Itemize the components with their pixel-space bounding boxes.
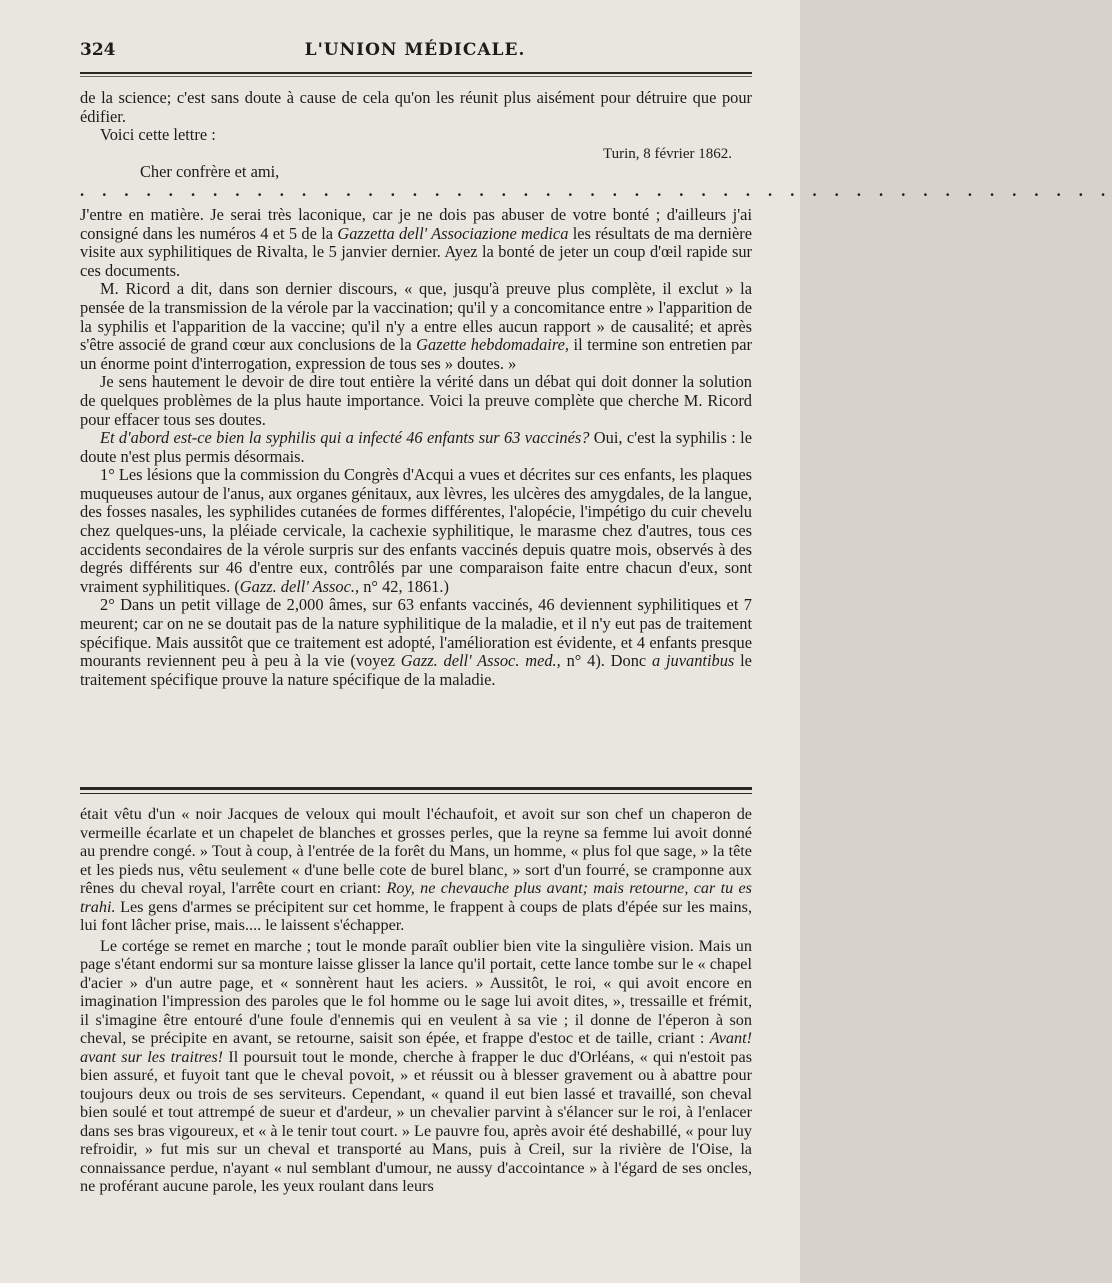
header-rule: [80, 72, 752, 74]
quoted-speech: Avant! avant sur les traitres!: [80, 1029, 753, 1066]
paragraph-text: Les gens d'armes se précipitent sur cet homme, le frappent à coups de plats d'épée sur les mains, lui font lâcher prise, mais.... le laissent s'échapper.: [80, 897, 752, 934]
citation: Gazz. dell' Assoc.,: [239, 576, 360, 596]
paragraph: [80, 466, 752, 596]
paragraph: [80, 805, 752, 935]
question-text: Et d'abord est-ce bien la syphilis qui a infecté 46 enfants sur 63 vaccinés?: [100, 428, 590, 448]
journal-title: Gazette hebdomadaire,: [416, 335, 569, 355]
paragraph-text: Il poursuit tout le monde, cherche à frapper le duc d'Orléans, « qui n'estoit pas bien assuré, et fuyoit tant que le cheval povoit, » et réussit ou à blesser gravement ou à abattre pour toujours deux ou trois de ses serviteurs. Cependant, « quand il eut bien lassé et travaillé, son cheval bien soulé et tout attrempé de sueur et d'ardeur, » un chevalier parvint à s'élancer sur le roi, à l'enlacer dans ses bras vigoureux, et « à le tenir tout court. » Le pauvre fou, après avoir été deshabillé, « pour luy refroidir, » fut mis sur un cheval et transporté au Mans, puis à Creil, sur la rivière de l'Oise, la connaissance perdue, n'ayant « nul semblant d'umour, ne aussy d'accointance » à l'égard de ses oncles, ne proférant aucune parole, les yeux roulant dans leurs: [80, 1047, 752, 1195]
page-number: 324: [80, 40, 116, 60]
paragraph-text: Le cortége se remet en marche ; tout le monde paraît oublier bien vite la singulière vision. Mais un page s'étant endormi sur sa monture laisse glisser la lance qu'il portait, cette lance tombe sur le « chapel d'acier » d'un autre page, et « sonnèrent haut les aciers. » Aussitôt, le roi, « qui avoit encore en imagination l'impression des paroles que le fol homme ou le sage lui avoit dites, », tressaille et frémit, il s'imagine être entouré d'une foule d'ennemis qui en veulent à sa vie ; il donne de l'éperon à son cheval, se précipite en avant, se retourne, saisit son épée, et frappe d'estoc et de taille, criant :: [80, 936, 752, 1047]
paragraph: [80, 429, 752, 466]
paragraph-text: n° 42, 1861.): [363, 576, 449, 596]
paragraph: de la science; c'est sans doute à cause de cela qu'on les réunit plus aisément pour détruire que pour édifier.: [80, 88, 752, 126]
quoted-speech: Roy, ne chevauche plus avant; mais retourne, car tu es trahi.: [80, 879, 752, 916]
letter-date: Turin, 8 février 1862.: [602, 145, 732, 162]
paragraph-text: 1° Les lésions que la commission du Congrès d'Acqui a vues et décrites sur ces enfants, les plaques muqueuses autour de l'anus, aux organes génitaux, aux lèvres, les ulcères des amygdales, de la langue, des fosses nasales, les syphilides cutanées de formes différentes, l'alopécie, l'impétigo du cuir chevelu chez quelques-uns, la pléiade cervicale, la cachexie syphilitique, le marasme chez d'autres, tous ces accidents secondaires de la vérole surpris sur des enfants vaccinés depuis quatre mois, observés à des degrés différents sur 46 d'entre eux, contrôlés par une comparaison faite entre chacun d'eux, sont vraiment syphilitiques. (: [80, 465, 752, 596]
paragraph-text: Oui, c'est la syphilis : le doute n'est plus permis désormais.: [80, 428, 752, 466]
paragraph: [80, 280, 752, 373]
paragraph-text: le traitement spécifique prouve la nature spécifique de la maladie.: [80, 651, 752, 689]
paragraph: [80, 596, 752, 689]
feuilleton-section: [80, 805, 752, 1196]
paragraph: [80, 937, 752, 1196]
paragraph-text: il termine son entretien par un énorme point d'interrogation, expression de tous ses » doutes. »: [80, 335, 752, 373]
paragraph: [80, 206, 752, 280]
section-divider-thin: [80, 793, 752, 794]
paragraph: Je sens hautement le devoir de dire tout entière la vérité dans un débat qui doit donner la solution de quelques problèmes de la plus haute importance. Voici la preuve complète que cherche M. Ricord pour effacer tous ses doutes.: [80, 372, 752, 429]
upper-section: [80, 88, 1112, 689]
journal-title: Gazzetta dell' Associazione medica: [337, 223, 569, 243]
latin-phrase: a juvantibus: [652, 651, 735, 671]
running-title: L'UNION MÉDICALE.: [304, 40, 526, 60]
paragraph-text: 2° Dans un petit village de 2,000 âmes, sur 63 enfants vaccinés, 46 deviennent syphilitiques et 7 meurent; car on ne se doutait pas de la nature syphilitique de la maladie, et il n'y eut pas de traitement spécifique. Mais aussitôt que ce traitement est adopté, l'amélioration est évidente, et 4 enfants presque mourants reviennent peu à peu à la vie (voyez: [80, 595, 752, 671]
paragraph-text: était vêtu d'un « noir Jacques de veloux qui moult l'échaufoit, et avoit sur son chef un chaperon de vermeille écarlate et un chapelet de blanches et grosses perles, que la reyne sa femme lui avoit donné au prendre congé. » Tout à coup, à l'entrée de la forêt du Mans, un homme, « plus fol que sage, » la tête et les pieds nus, vêtu seulement « d'une belle cote de burel blanc, » sort d'un fourré, se cramponne aux rênes du cheval royal, l'arrête court en criant:: [80, 805, 752, 897]
paragraph-text: J'entre en matière. Je serai très laconique, car je ne dois pas abuser de votre bonté ; d'ailleurs j'ai consigné dans les numéros 4 et 5 de la: [80, 204, 752, 243]
section-divider: [80, 787, 752, 790]
letter-greeting: Cher confrère et ami,: [140, 162, 280, 182]
paragraph-text: M. Ricord a dit, dans son dernier discours, « que, jusqu'à preuve plus complète, il exclut » la pensée de la transmission de la vérole par la vaccination; qu'il y a concomitance entre » l'apparition de la syphilis et l'apparition de la vaccine; qu'il n'y a entre elles aucun rapport » de causalité; et après s'être associé de grand cœur aux conclusions de la: [80, 279, 752, 355]
page-header: [80, 40, 750, 70]
paragraph: Voici cette lettre :: [100, 125, 216, 145]
paragraph-text: les résultats de ma dernière visite aux syphilitiques de Rivalta, le 5 janvier dernier. Ayez la bonté de jeter un coup d'œil rapide sur ces documents.: [80, 223, 752, 280]
header-rule-thin: [80, 76, 752, 77]
ellipsis-line: . . . . . . . . . . . . . . . . . . . . . . . . . . . . . . . . . . . . . . . . . . . . . . .: [80, 180, 1112, 200]
citation: Gazz. dell' Assoc. med.,: [400, 651, 561, 671]
paragraph-text: n° 4). Donc: [566, 651, 647, 671]
